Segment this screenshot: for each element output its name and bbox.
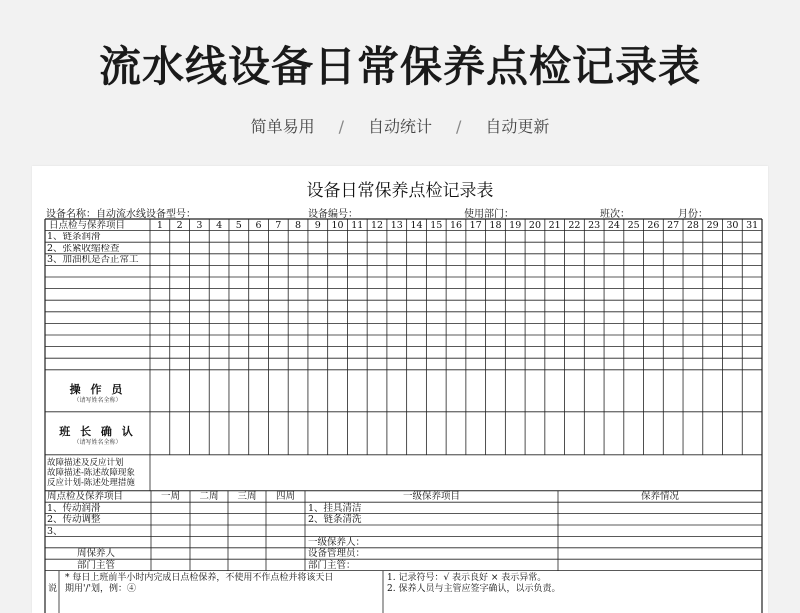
day-column-header: 2 [176,219,183,231]
meta-shift: 班次： [600,209,630,220]
meta-device-no: 设备编号： [308,209,358,220]
day-column-header: 11 [351,219,364,231]
dept-head-label: 部门主管 [77,559,116,571]
day-column-header: 28 [686,219,699,231]
weekly-item-label: 3、 [47,525,63,537]
leader-hint: （请写姓名全称） [73,438,122,446]
day-column-header: 29 [706,219,719,231]
tag-separator: / [456,117,462,136]
notes-right-line: 2. 保养人员与主管应签字确认，以示负责。 [387,583,561,594]
sheet-title: 设备日常保养点检记录表 [306,181,494,201]
daily-item-label: 2、张紧收缩检查 [47,243,120,254]
day-column-header: 18 [489,219,502,231]
day-column-header: 5 [235,219,242,231]
week-column-header: 三周 [237,491,257,503]
weekly-items-header: 周点检及保养项目 [47,491,124,503]
tag-easy: 简单易用 [250,117,315,136]
daily-item-label: 3、加油机是否正常工 [47,255,139,265]
day-column-header: 30 [726,219,739,231]
day-column-header: 26 [647,219,660,231]
day-column-header: 7 [275,219,282,231]
day-column-header: 19 [509,219,522,231]
operator-label: 操 作 员 [69,382,126,396]
day-column-header: 8 [295,219,302,231]
level1-dept-head-label: 部门主管： [308,559,356,571]
day-column-header: 10 [331,219,344,231]
notes-tag: 说 [48,583,58,594]
day-column-header: 15 [430,219,443,231]
weekly-item-label: 1、传动润滑 [47,502,101,514]
tag-auto-update: 自动更新 [485,117,550,136]
banner-title: 流水线设备日常保养点检记录表 [98,42,701,91]
level1-item-label: 1、挂具清洁 [308,502,362,514]
day-column-header: 27 [667,219,680,231]
level1-item-label: 2、链条清洗 [308,514,362,526]
day-column-header: 9 [314,219,321,231]
day-column-header: 20 [528,219,541,231]
fault-description-line: 故障描述及反应计划 [47,457,124,468]
notes-right-line: 1. 记录符号：√ 表示良好 × 表示异常。 [387,572,547,583]
fault-description-line: 故障描述-陈述故障现象 [47,467,135,478]
day-column-header: 12 [370,219,384,231]
day-column-header: 16 [449,219,463,231]
day-column-header: 24 [607,219,620,231]
day-column-header: 4 [216,219,223,231]
notes-left-line: * 每日上班前半小时内完成日点检保养，不使用不作点检并将该天日 [65,572,334,583]
leader-label: 班 长 确 认 [59,424,136,438]
day-column-header: 13 [390,219,403,231]
weekly-item-label: 2、传动调整 [47,514,101,526]
fault-description-line: 反应计划-陈述处理措施 [47,477,135,488]
meta-device-name: 设备名称：自动流水线设备型号： [46,209,196,220]
tag-separator: / [338,117,344,136]
maintenance-status-header: 保养情况 [640,491,679,503]
day-column-header: 23 [588,219,601,231]
notes-left-line: 期用'/'划，例：④ [65,583,136,594]
feature-tags [0,114,800,137]
day-column-header: 14 [410,219,423,231]
daily-items-header: 日点检与保养项目 [49,219,126,231]
equipment-manager-label: 设备管理员： [308,548,366,560]
week-column-header: 四周 [275,491,295,503]
day-column-header: 25 [627,219,640,231]
day-column-header: 22 [568,219,581,231]
level1-maintainer-label: 一级保养人： [308,536,366,548]
day-column-header: 6 [255,219,262,231]
tag-auto-stats: 自动统计 [367,117,432,136]
day-column-header: 3 [196,219,203,231]
day-column-header: 17 [469,219,482,231]
operator-hint: （请写姓名全称） [73,396,122,404]
weekly-maintainer-label: 周保养人 [77,548,116,560]
level1-items-header: 一级保养项目 [402,491,460,503]
day-column-header: 31 [746,219,759,231]
spreadsheet-preview [32,166,768,613]
week-column-header: 一周 [160,491,180,503]
meta-dept: 使用部门： [464,209,514,220]
daily-item-label: 1、链条润滑 [47,232,101,242]
week-column-header: 二周 [199,491,219,503]
day-column-header: 21 [548,219,561,231]
meta-month: 月份： [678,209,708,220]
day-column-header: 1 [156,219,163,231]
